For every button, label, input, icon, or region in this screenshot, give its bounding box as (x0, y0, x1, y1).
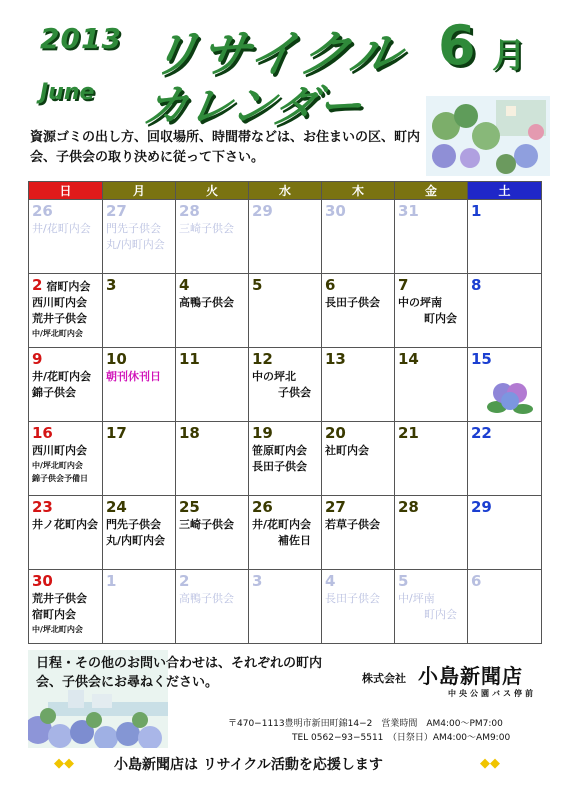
company-prefix: 株式会社 (362, 672, 406, 685)
collection-event: 井ノ花町内会 (32, 518, 98, 531)
day-number: 15 (471, 350, 492, 368)
diamond-icon-right: ◆◆ (480, 756, 500, 771)
collection-event: 荒井子供会 (32, 592, 87, 605)
day-number: 27 (106, 202, 127, 220)
day-number: 26 (252, 498, 273, 516)
calendar-day-cell (249, 348, 322, 422)
calendar-week-row (29, 348, 542, 422)
address-and-hours: 〒470−1113豊明市新田町錦14−2 営業時間 AM4:00〜PM7:00 (228, 719, 503, 729)
calendar-day-cell (395, 274, 468, 348)
day-number: 16 (32, 424, 53, 442)
calendar-day-cell (395, 570, 468, 644)
flower-garden-illustration (426, 96, 550, 176)
weekday-wed: 水 (249, 182, 322, 200)
calendar-day-cell (103, 496, 176, 570)
calendar-day-cell (249, 200, 322, 274)
day-number: 22 (471, 424, 492, 442)
day-number: 6 (471, 572, 482, 590)
calendar-day-cell (249, 570, 322, 644)
day-number: 28 (179, 202, 200, 220)
day-number: 29 (252, 202, 273, 220)
collection-event: 井/花町内会 (32, 222, 91, 235)
calendar-day-cell (249, 496, 322, 570)
collection-event: 西川町内会 (32, 296, 87, 309)
collection-event: 錦子供会 (32, 386, 76, 399)
holiday-notice: 朝刊休刊日 (106, 370, 161, 383)
calendar-day-cell (322, 570, 395, 644)
collection-event: 宿町内会 (32, 608, 76, 621)
day-number: 5 (252, 276, 263, 294)
calendar-day-cell (29, 496, 103, 570)
footer-banner (0, 752, 566, 774)
calendar-week-row (29, 422, 542, 496)
day-number: 3 (252, 572, 263, 590)
calendar-day-cell (176, 422, 249, 496)
day-number: 13 (325, 350, 346, 368)
calendar-day-cell (395, 422, 468, 496)
day-number: 12 (252, 350, 273, 368)
calendar-day-cell (322, 200, 395, 274)
hydrangea-icon (487, 379, 533, 415)
collection-event: 長田子供会 (325, 592, 380, 605)
calendar-day-cell (322, 496, 395, 570)
header-title-line2: カレンダー (139, 81, 366, 132)
collection-event: 丸/内町内会 (106, 238, 165, 251)
header-month-english: June (40, 80, 95, 105)
day-number: 2 (32, 276, 43, 294)
calendar-day-cell (249, 422, 322, 496)
calendar-day-cell (176, 570, 249, 644)
collection-event: 笹原町内会 (252, 444, 307, 457)
day-number: 29 (471, 498, 492, 516)
collection-event: 中/坪北町内会 (32, 329, 83, 338)
weekday-sun: 日 (29, 182, 103, 200)
day-number: 5 (398, 572, 409, 590)
collection-event: 宿町内会 (46, 280, 91, 293)
calendar-day-cell (103, 348, 176, 422)
calendar-day-cell (176, 348, 249, 422)
calendar-day-cell (103, 200, 176, 274)
day-number: 8 (471, 276, 482, 294)
calendar-day-cell (103, 422, 176, 496)
day-number: 23 (32, 498, 53, 516)
calendar-day-cell (468, 422, 542, 496)
calendar-day-cell (103, 570, 176, 644)
weekday-sat: 土 (468, 182, 542, 200)
calendar-day-cell (468, 274, 542, 348)
collection-event: 中の坪北 (252, 370, 296, 383)
day-number: 2 (179, 572, 190, 590)
day-number: 1 (106, 572, 117, 590)
day-number: 20 (325, 424, 346, 442)
day-number: 17 (106, 424, 127, 442)
calendar-table (28, 181, 542, 644)
calendar-week-row (29, 496, 542, 570)
header-year: 2013 (40, 22, 122, 55)
day-number: 30 (325, 202, 346, 220)
day-number: 4 (179, 276, 190, 294)
calendar-day-cell (468, 496, 542, 570)
collection-event: 三崎子供会 (179, 518, 234, 531)
day-number: 4 (325, 572, 336, 590)
weekday-mon: 月 (103, 182, 176, 200)
collection-event: 中/坪北町内会 (32, 461, 83, 470)
calendar-week-row (29, 570, 542, 644)
calendar-day-cell (29, 200, 103, 274)
collection-event: 三崎子供会 (179, 222, 234, 235)
diamond-icon-left: ◆◆ (54, 756, 74, 771)
day-number: 26 (32, 202, 53, 220)
weekday-thu: 木 (322, 182, 395, 200)
inquiry-note: 日程・その他のお問い合わせは、それぞれの町内会、子供会にお尋ねください。 (36, 656, 323, 690)
day-number: 1 (471, 202, 482, 220)
calendar-day-cell (29, 274, 103, 348)
calendar-day-cell (29, 348, 103, 422)
day-number: 18 (179, 424, 200, 442)
day-number: 24 (106, 498, 127, 516)
weekday-fri: 金 (395, 182, 468, 200)
calendar-day-cell (103, 274, 176, 348)
day-number: 9 (32, 350, 43, 368)
collection-event: 長田子供会 (325, 296, 380, 309)
company-location: 中央公園バス停前 (448, 689, 536, 698)
day-number: 25 (179, 498, 200, 516)
calendar-day-cell (322, 348, 395, 422)
footer-slogan: 小島新聞店は リサイクル活動を応援します (114, 757, 383, 773)
calendar-day-cell (468, 348, 542, 422)
day-number: 31 (398, 202, 419, 220)
calendar-day-cell (29, 422, 103, 496)
telephone-and-holiday-hours: TEL 0562−93−5511 （日祭日）AM4:00〜AM9:00 (292, 733, 511, 743)
collection-event: 高鴨子供会 (179, 592, 234, 605)
day-number: 28 (398, 498, 419, 516)
collection-event: 補佐日 (278, 534, 311, 547)
day-number: 3 (106, 276, 117, 294)
collection-event: 錦子供会予備日 (32, 474, 88, 483)
collection-event: 社町内会 (325, 444, 369, 457)
calendar-day-cell (468, 570, 542, 644)
calendar-day-cell (468, 200, 542, 274)
calendar-day-cell (322, 274, 395, 348)
collection-event: 町内会 (424, 608, 457, 621)
collection-event: 長田子供会 (252, 460, 307, 473)
header-month-kanji: 月 (492, 36, 526, 76)
calendar-day-cell (395, 496, 468, 570)
collection-event: 門先子供会 (106, 518, 161, 531)
calendar-day-cell (395, 348, 468, 422)
day-number: 21 (398, 424, 419, 442)
contact-section (28, 650, 541, 750)
calendar-day-cell (395, 200, 468, 274)
calendar-day-cell (322, 422, 395, 496)
weekday-header-row (29, 182, 542, 200)
day-number: 30 (32, 572, 53, 590)
collection-event: 荒井子供会 (32, 312, 87, 325)
day-number: 27 (325, 498, 346, 516)
collection-event: 町内会 (424, 312, 457, 325)
weekday-tue: 火 (176, 182, 249, 200)
collection-event: 若草子供会 (325, 518, 380, 531)
collection-event: 中/坪北町内会 (32, 625, 83, 634)
collection-event: 井/花町内会 (252, 518, 312, 531)
calendar-week-row (29, 274, 542, 348)
collection-event: 中/坪南 (398, 592, 435, 605)
collection-event: 丸/内町内会 (106, 534, 166, 547)
calendar-week-row (29, 200, 542, 274)
company-name: 小島新聞店 (418, 664, 523, 688)
collection-event: 西川町内会 (32, 444, 87, 457)
header-title-line1: リサイクル (144, 25, 408, 83)
day-number: 7 (398, 276, 409, 294)
calendar-day-cell (176, 200, 249, 274)
collection-event: 門先子供会 (106, 222, 161, 235)
day-number: 10 (106, 350, 127, 368)
collection-event: 子供会 (278, 386, 311, 399)
day-number: 14 (398, 350, 419, 368)
intro-text: 資源ゴミの出し方、回収場所、時間帯などは、お住まいの区、町内会、子供会の取り決めに従って下さい。 (30, 130, 421, 165)
collection-event: 井/花町内会 (32, 370, 92, 383)
header-month-number: 6 (438, 14, 476, 77)
calendar-day-cell (29, 570, 103, 644)
collection-event: 中の坪南 (398, 296, 442, 309)
day-number: 11 (179, 350, 200, 368)
day-number: 19 (252, 424, 273, 442)
calendar-day-cell (176, 274, 249, 348)
day-number: 6 (325, 276, 336, 294)
calendar-day-cell (176, 496, 249, 570)
collection-event: 高鴨子供会 (179, 296, 234, 309)
calendar-day-cell (249, 274, 322, 348)
